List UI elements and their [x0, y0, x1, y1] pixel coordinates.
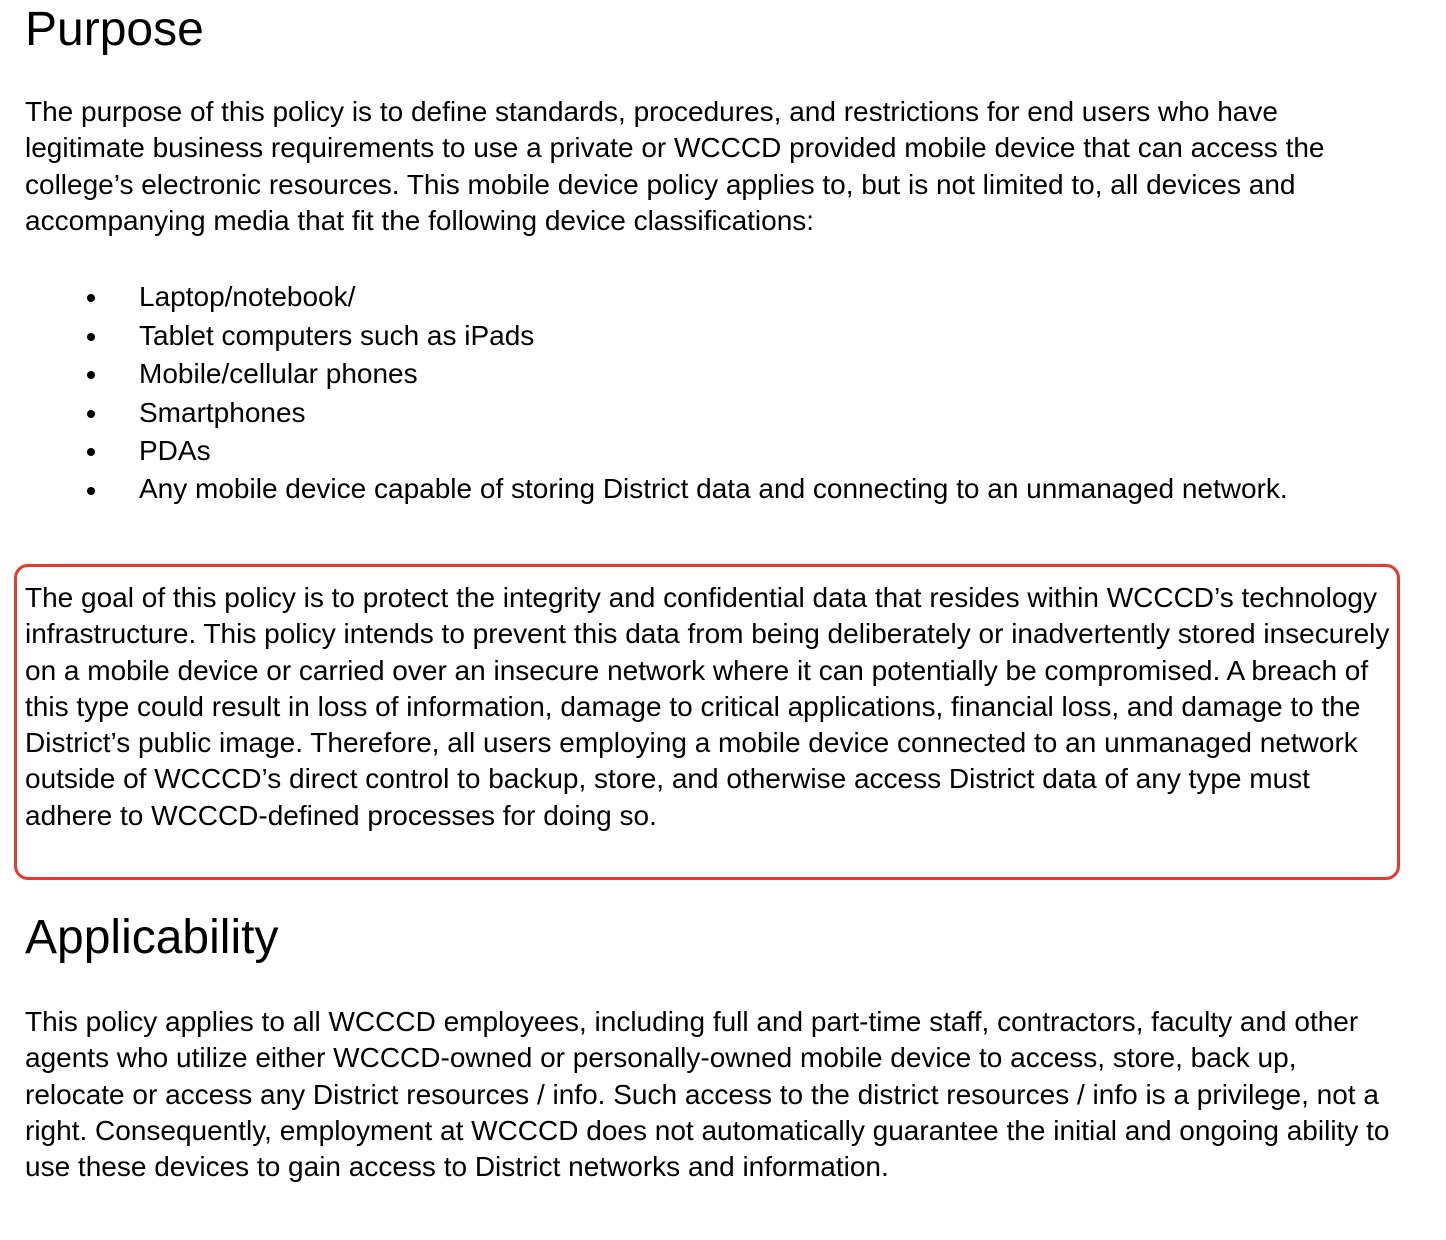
purpose-heading: Purpose: [25, 3, 204, 56]
bullet-icon: [87, 294, 95, 302]
applicability-paragraph: This policy applies to all WCCCD employees, including full and part-time staff, contractors, faculty and other agents who utilize either WCCCD-owned or personally-owned mobile device to access, store, back up, relocate or access any District resources / info. Such access to the district resources / info is a privilege, not a right. Consequently, employment at WCCCD does not automatically guarantee the initial and ongoing ability to use these devices to gain access to District networks and information.: [25, 1006, 1390, 1183]
bullet-icon: [87, 487, 95, 495]
list-item: Laptop/notebook/: [25, 278, 1325, 317]
goal-paragraph: The goal of this policy is to protect the integrity and confidential data that resides within WCCCD’s technology infrastructure. This policy intends to prevent this data from being deliberately or inadvertently stored insecurely on a mobile device or carried over an insecure network where it can potentially be compromised. A breach of this type could result in loss of information, damage to critical applications, financial loss, and damage to the District’s public image. Therefore, all users employing a mobile device connected to an unmanaged network outside of WCCCD’s direct control to backup, store, and otherwise access District data of any type must adhere to WCCCD-defined processes for doing so.: [25, 582, 1390, 831]
bullet-icon: [87, 448, 95, 456]
bullet-icon: [87, 371, 95, 379]
list-item: Tablet computers such as iPads: [25, 317, 1325, 356]
bullet-icon: [87, 333, 95, 341]
purpose-intro-paragraph: The purpose of this policy is to define standards, procedures, and restrictions for end users who have legitimate business requirements to use a private or WCCCD provided mobile device that can access the college’s electronic resources. This mobile device policy applies to, but is not limited to, all devices and accompanying media that fit the following device classifications:: [25, 96, 1325, 236]
list-item: PDAs: [25, 432, 1325, 471]
list-item: Smartphones: [25, 394, 1325, 433]
list-item: Any mobile device capable of storing District data and connecting to an unmanaged network.: [25, 471, 1325, 507]
applicability-heading: Applicability: [25, 911, 279, 964]
bullet-icon: [87, 410, 95, 418]
device-classification-list: [25, 278, 1325, 507]
list-item: Mobile/cellular phones: [25, 355, 1325, 394]
